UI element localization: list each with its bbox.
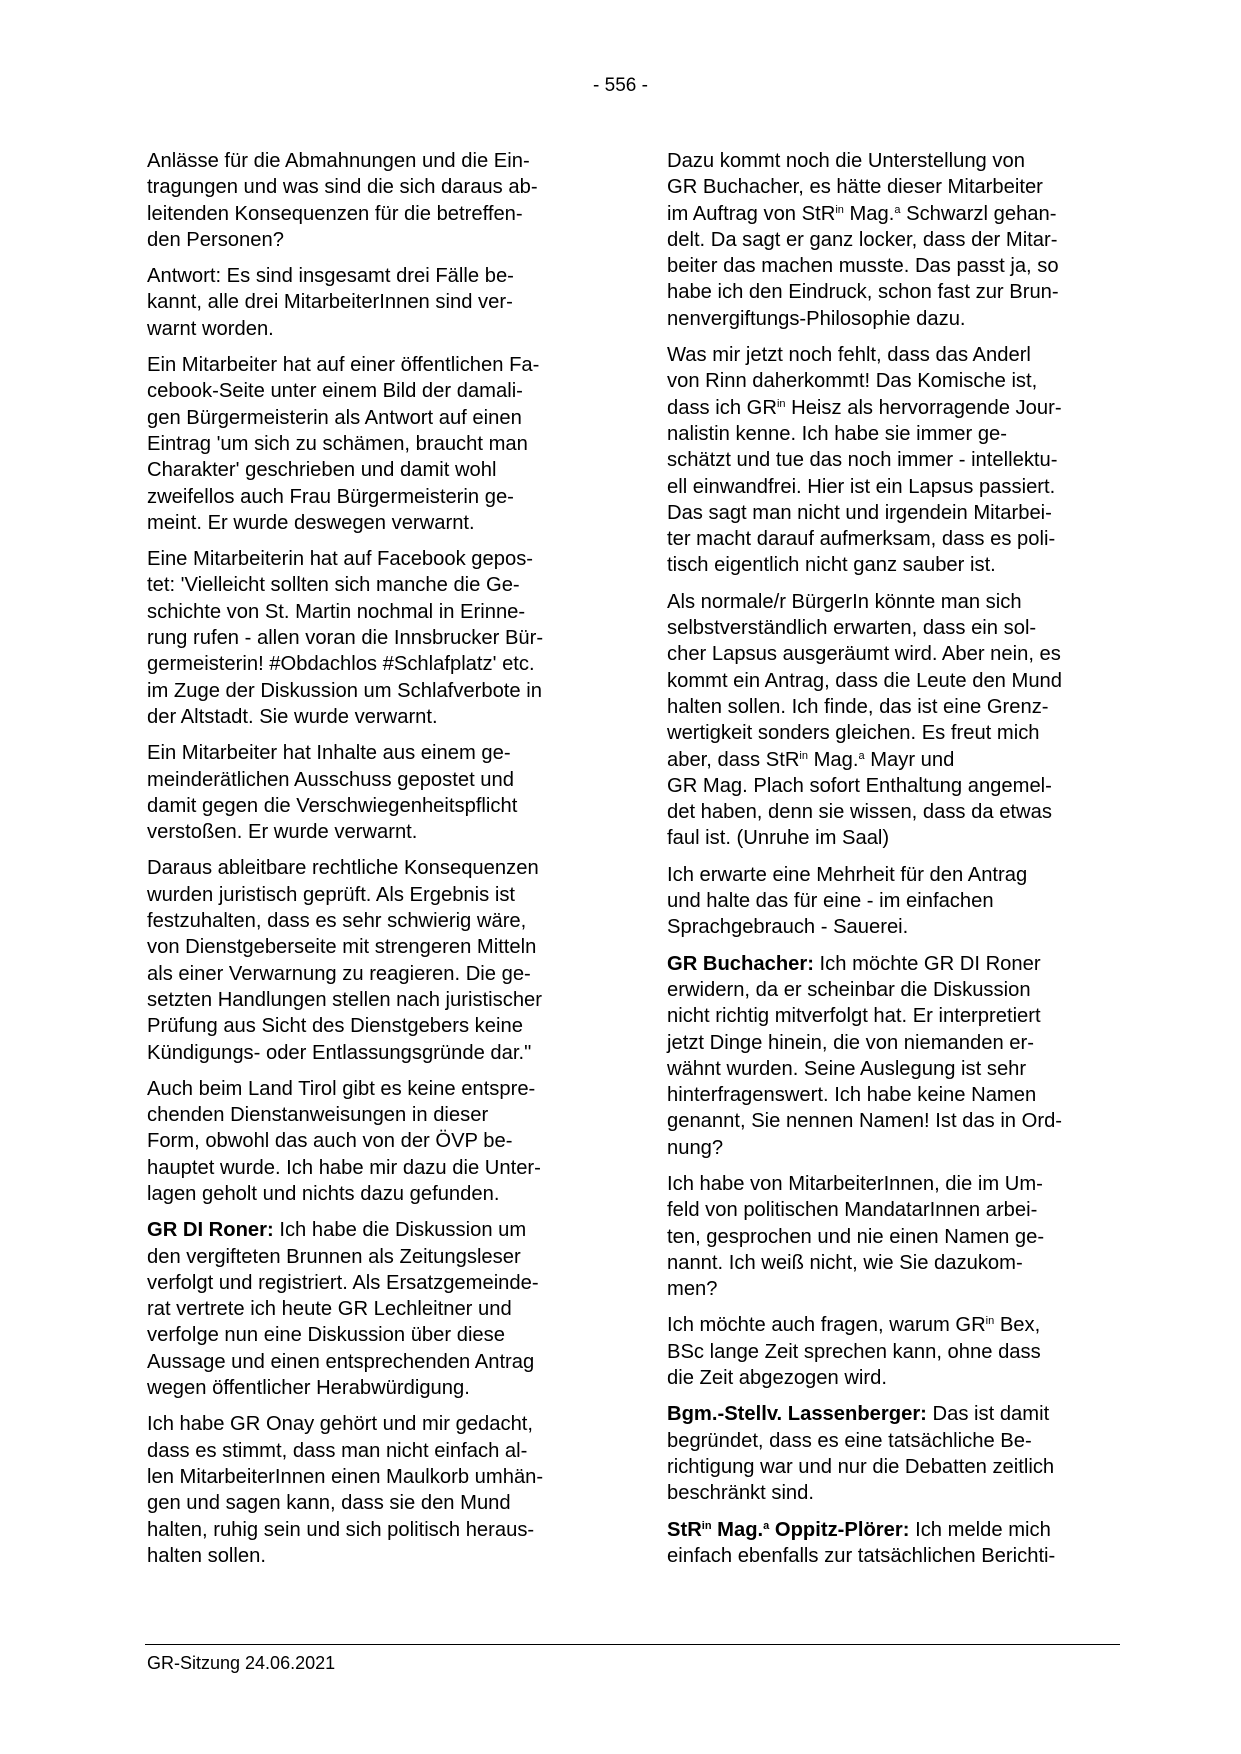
text-line: Antwort: Es sind insgesamt drei Fälle be- — [147, 265, 514, 288]
text-line: gen und sagen kann, dass sie den Mund — [147, 1492, 511, 1515]
speaker-name: Bgm.-Stellv. Lassenberger: — [667, 1403, 927, 1426]
text-line: lagen geholt und nichts dazu gefunden. — [147, 1182, 500, 1205]
paragraph — [667, 1171, 1117, 1302]
text-line: verfolge nun eine Diskussion über diese — [147, 1324, 505, 1347]
speaker-paragraph — [147, 1217, 597, 1401]
text-line: beschränkt sind. — [667, 1482, 815, 1505]
text-line: faul ist. (Unruhe im Saal) — [667, 827, 890, 850]
page-number: - 556 - — [593, 75, 648, 96]
text-line: Ich möchte auch fragen, warum $GR^{in}$ Bex, — [667, 1314, 1041, 1337]
text-line: schätzt und tue das noch immer - intellektu- — [667, 449, 1058, 472]
text-line: len MitarbeiterInnen einen Maulkorb umhän- — [147, 1465, 544, 1488]
text-line: von Dienstgeberseite mit strengeren Mitteln — [147, 936, 537, 959]
paragraph — [667, 342, 1117, 579]
text-line: warnt worden. — [147, 317, 274, 340]
paragraph — [667, 148, 1117, 332]
text-line: Ich habe von MitarbeiterInnen, die im Um- — [667, 1172, 1043, 1195]
text-line: BSc lange Zeit sprechen kann, ohne dass — [667, 1340, 1041, 1363]
text-line: meint. Er wurde deswegen verwarnt. — [147, 511, 475, 534]
text-line: Eintrag 'um sich zu schämen, braucht man — [147, 432, 528, 455]
text-line: nicht richtig mitverfolgt hat. Er interpretiert — [667, 1005, 1041, 1028]
text-line: habe ich den Eindruck, schon fast zur Brun- — [667, 281, 1059, 304]
text-line: die Zeit abgezogen wird. — [667, 1367, 887, 1390]
text-line: aber, dass StR$^{in}$ Mag.$^a$ Mayr und — [667, 748, 955, 771]
text-line: Eine Mitarbeiterin hat auf Facebook gepos- — [147, 548, 534, 571]
text-line: Prüfung aus Sicht des Dienstgebers keine — [147, 1015, 523, 1038]
right-text-column — [667, 148, 1117, 1579]
text-line: verfolgt und registriert. Als Ersatzgemeinde- — [147, 1271, 539, 1294]
text-line: genannt, Sie nennen Namen! Ist das in Ord- — [667, 1110, 1063, 1133]
text-line: dass es stimmt, dass man nicht einfach al- — [147, 1439, 528, 1462]
text-line: kannt, alle drei MitarbeiterInnen sind ver- — [147, 291, 513, 314]
text-line: meinderätlichen Ausschuss gepostet und — [147, 768, 514, 791]
text-line: rat vertrete ich heute GR Lechleitner und — [147, 1298, 512, 1321]
text-line: tisch eigentlich nicht ganz sauber ist. — [667, 554, 996, 577]
text-line: GR Buchacher, es hätte dieser Mitarbeiter — [667, 176, 1043, 199]
text-line: der Altstadt. Sie wurde verwarnt. — [147, 705, 438, 728]
text-line: gen Bürgermeisterin als Antwort auf einen — [147, 406, 522, 429]
text-line: StR$^{in}$ Mag.$^a$ Oppitz-Plörer: Ich melde mich — [667, 1518, 1051, 1541]
text-line: Daraus ableitbare rechtliche Konsequenzen — [147, 857, 539, 880]
text-line: dass ich $GR^{in}$ Heisz als hervorragende Jour- — [667, 396, 1062, 419]
speaker-name: StR$^{in}$ Mag.$^a$ Oppitz-Plörer: — [667, 1518, 910, 1541]
text-line: cher Lapsus ausgeräumt wird. Aber nein, es — [667, 643, 1061, 666]
text-line: men? — [667, 1278, 718, 1301]
text-line: festzuhalten, dass es sehr schwierig wäre, — [147, 910, 527, 933]
text-line: Dazu kommt noch die Unterstellung von — [667, 150, 1025, 172]
text-line: selbstverständlich erwarten, dass ein sol- — [667, 617, 1037, 640]
text-line: hauptet wurde. Ich habe mir dazu die Unter- — [147, 1156, 541, 1179]
text-line: halten sollen. — [147, 1544, 266, 1567]
text-line: nalistin kenne. Ich habe sie immer ge- — [667, 422, 1007, 445]
paragraph — [147, 263, 597, 342]
text-line: wertigkeit sonders gleichen. Es freut mich — [667, 722, 1040, 745]
text-line: feld von politischen MandatarInnen arbei- — [667, 1199, 1038, 1222]
text-line: beiter das machen musste. Das passt ja, so — [667, 255, 1059, 278]
paragraph — [147, 1411, 597, 1569]
footer-divider — [145, 1644, 1120, 1645]
text-line: Anlässe für die Abmahnungen und die Ein- — [147, 150, 530, 172]
text-line: verstoßen. Er wurde verwarnt. — [147, 821, 418, 844]
text-line: Ein Mitarbeiter hat Inhalte aus einem ge- — [147, 742, 511, 765]
paragraph — [147, 855, 597, 1065]
text-line: wurden juristisch geprüft. Als Ergebnis ist — [147, 883, 516, 906]
text-line: schichte von St. Martin nochmal in Erinne- — [147, 600, 526, 623]
paragraph — [667, 1312, 1117, 1391]
paragraph — [667, 589, 1117, 852]
text-line: damit gegen die Verschwiegenheitspflicht — [147, 794, 518, 817]
text-line: erwidern, da er scheinbar die Diskussion — [667, 978, 1031, 1001]
text-line: als einer Verwarnung zu reagieren. Die ge- — [147, 962, 531, 985]
text-line: begründet, dass es eine tatsächliche Be- — [667, 1429, 1032, 1452]
text-line: Ich habe GR Onay gehört und mir gedacht, — [147, 1413, 534, 1436]
paragraph — [147, 740, 597, 845]
text-line: richtigung war und nur die Debatten zeitlich — [667, 1455, 1055, 1478]
text-line: Ein Mitarbeiter hat auf einer öffentlichen Fa- — [147, 354, 540, 377]
text-line: rung rufen - allen voran die Innsbrucker Bür- — [147, 627, 544, 650]
paragraph — [147, 546, 597, 730]
text-line: delt. Da sagt er ganz locker, dass der Mitar- — [667, 228, 1058, 251]
text-line: Sprachgebrauch - Sauerei. — [667, 916, 909, 939]
text-line: ter macht darauf aufmerksam, dass es poli- — [667, 528, 1056, 551]
text-line: ell einwandfrei. Hier ist ein Lapsus passiert. — [667, 475, 1056, 498]
text-line: leitenden Konsequenzen für die betreffen- — [147, 202, 523, 225]
text-line: Bgm.-Stellv. Lassenberger: Das ist damit — [667, 1403, 1050, 1426]
text-line: chenden Dienstanweisungen in dieser — [147, 1104, 489, 1127]
text-line: im Auftrag von StR$^{in}$ Mag.$^a$ Schwarzl gehan- — [667, 202, 1057, 225]
text-line: cebook-Seite unter einem Bild der damali- — [147, 380, 523, 403]
text-line: kommt ein Antrag, dass die Leute den Mund — [667, 669, 1063, 692]
text-line: Das sagt man nicht und irgendein Mitarbei- — [667, 501, 1052, 524]
footer-session-date: GR-Sitzung 24.06.2021 — [147, 1653, 336, 1673]
text-line: im Zuge der Diskussion um Schlafverbote in — [147, 679, 542, 702]
text-line: Aussage und einen entsprechenden Antrag — [147, 1350, 535, 1373]
text-line: wähnt wurden. Seine Auslegung ist sehr — [667, 1057, 1027, 1080]
text-line: halten, ruhig sein und sich politisch heraus- — [147, 1518, 535, 1541]
text-line: GR Mag. Plach sofort Enthaltung angemel- — [667, 774, 1052, 797]
speaker-name: GR Buchacher: — [667, 952, 814, 975]
text-line: nenvergiftungs-Philosophie dazu. — [667, 307, 966, 330]
text-line: einfach ebenfalls zur tatsächlichen Berichti- — [667, 1544, 1056, 1567]
text-line: jetzt Dinge hinein, die von niemanden er- — [667, 1031, 1034, 1054]
paragraph — [667, 862, 1117, 941]
text-line: nung? — [667, 1136, 724, 1159]
text-line: Als normale/r BürgerIn könnte man sich — [667, 590, 1022, 613]
paragraph — [147, 1076, 597, 1207]
text-line: Form, obwohl das auch von der ÖVP be- — [147, 1130, 513, 1153]
text-line: ten, gesprochen und nie einen Namen ge- — [667, 1225, 1045, 1248]
text-line: GR Buchacher: Ich möchte GR DI Roner — [667, 952, 1041, 975]
text-line: halten sollen. Ich finde, das ist eine Grenz- — [667, 695, 1049, 718]
paragraph — [147, 352, 597, 536]
text-line: von Rinn daherkommt! Das Komische ist, — [667, 370, 1038, 393]
text-line: hinterfragenswert. Ich habe keine Namen — [667, 1084, 1037, 1107]
text-line: Ich erwarte eine Mehrheit für den Antrag — [667, 863, 1028, 886]
text-line: den vergifteten Brunnen als Zeitungsleser — [147, 1245, 521, 1268]
left-text-column — [147, 148, 597, 1579]
speaker-paragraph — [667, 1517, 1117, 1570]
text-line: Charakter' geschrieben und damit wohl — [147, 459, 497, 482]
text-line: tragungen und was sind die sich daraus ab- — [147, 176, 538, 199]
text-line: zweifellos auch Frau Bürgermeisterin ge- — [147, 485, 514, 508]
speaker-paragraph — [667, 951, 1117, 1161]
paragraph — [147, 148, 597, 253]
text-line: GR DI Roner: Ich habe die Diskussion um — [147, 1219, 527, 1242]
speaker-paragraph — [667, 1401, 1117, 1506]
text-line: Auch beim Land Tirol gibt es keine entspre- — [147, 1077, 536, 1100]
text-line: setzten Handlungen stellen nach juristischer — [147, 988, 543, 1011]
text-line: germeisterin! #Obdachlos #Schlafplatz' etc. — [147, 653, 535, 676]
text-line: Was mir jetzt noch fehlt, dass das Anderl — [667, 344, 1031, 367]
speaker-name: GR DI Roner: — [147, 1219, 274, 1242]
text-line: det haben, denn sie wissen, dass da etwas — [667, 801, 1052, 824]
text-line: tet: 'Vielleicht sollten sich manche die Ge- — [147, 574, 520, 597]
text-line: wegen öffentlicher Herabwürdigung. — [147, 1377, 470, 1400]
text-line: den Personen? — [147, 228, 284, 251]
text-line: Kündigungs- oder Entlassungsgründe dar." — [147, 1041, 532, 1064]
text-line: und halte das für eine - im einfachen — [667, 890, 994, 913]
text-line: nannt. Ich weiß nicht, wie Sie dazukom- — [667, 1251, 1023, 1274]
